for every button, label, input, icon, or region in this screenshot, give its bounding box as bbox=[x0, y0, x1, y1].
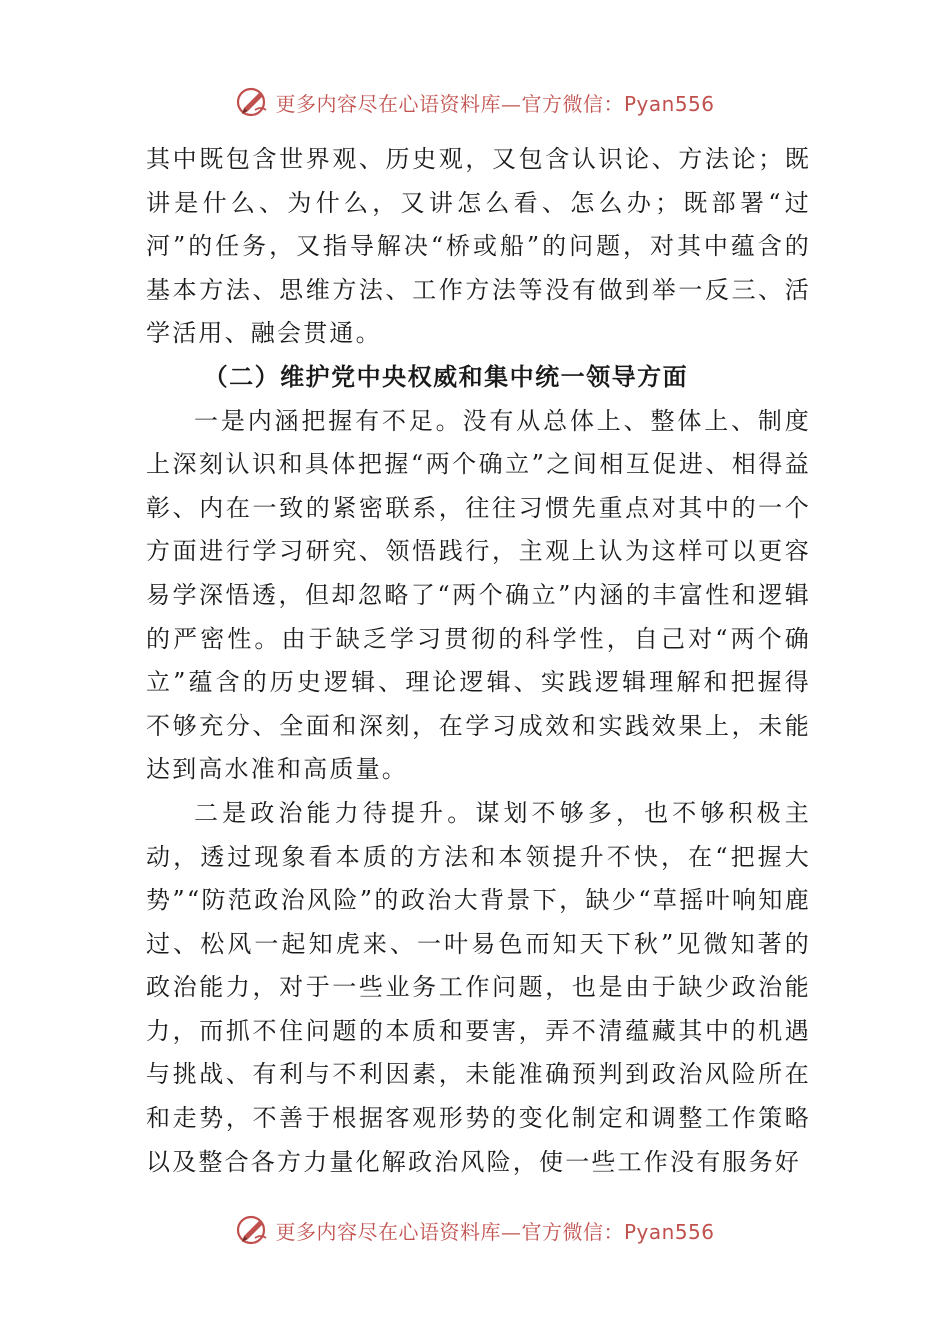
paragraph-point-one: 一是内涵把握有不足。没有从总体上、整体上、制度上深刻认识和具体把握“两个确立”之间相互促进、相得益彰、内在一致的紧密联系，往往习惯先重点对其中的一个方面进行学习研究、领悟践行，主观上认为这样可以更容易学深悟透，但却忽略了“两个确立”内涵的丰富性和逻辑的严密性。由于缺乏学习贯彻的科学性，自己对“两个确立”蕴含的历史逻辑、理论逻辑、实践逻辑理解和把握得不够充分、全面和深刻，在学习成效和实践效果上，未能达到高水准和高质量。 bbox=[146, 406, 811, 784]
pen-logo-icon bbox=[235, 84, 271, 120]
pen-logo-icon bbox=[235, 1212, 271, 1248]
paragraph-continuation: 其中既包含世界观、历史观，又包含认识论、方法论；既讲是什么、为什么，又讲怎么看、怎么办；既部署“过河”的任务，又指导解决“桥或船”的问题，对其中蕴含的基本方法、思维方法、工作方法等没有做到举一反三、活学活用、融会贯通。 bbox=[146, 145, 811, 348]
watermark-banner-top bbox=[0, 82, 950, 122]
watermark-text: 更多内容尽在心语资料库—官方微信：Pyan556 bbox=[275, 91, 715, 116]
section-heading: （二）维护党中央权威和集中统一领导方面 bbox=[203, 362, 689, 391]
paragraph-point-two: 二是政治能力待提升。谋划不够多，也不够积极主动，透过现象看本质的方法和本领提升不快，在“把握大势”“防范政治风险”的政治大背景下，缺少“草摇叶响知鹿过、松风一起知虎来、一叶易色而知天下秋”见微知著的政治能力，对于一些业务工作问题，也是由于缺少政治能力，而抓不住问题的本质和要害，弄不清蕴藏其中的机遇与挑战、有利与不利因素，未能准确预判到政治风险所在和走势，不善于根据客观形势的变化制定和调整工作策略以及整合各方力量化解政治风险，使一些工作没有服务好 bbox=[146, 798, 811, 1176]
watermark-text: 更多内容尽在心语资料库—官方微信：Pyan556 bbox=[275, 1219, 715, 1244]
watermark-banner-bottom bbox=[0, 1210, 950, 1250]
document-body bbox=[146, 138, 811, 1184]
